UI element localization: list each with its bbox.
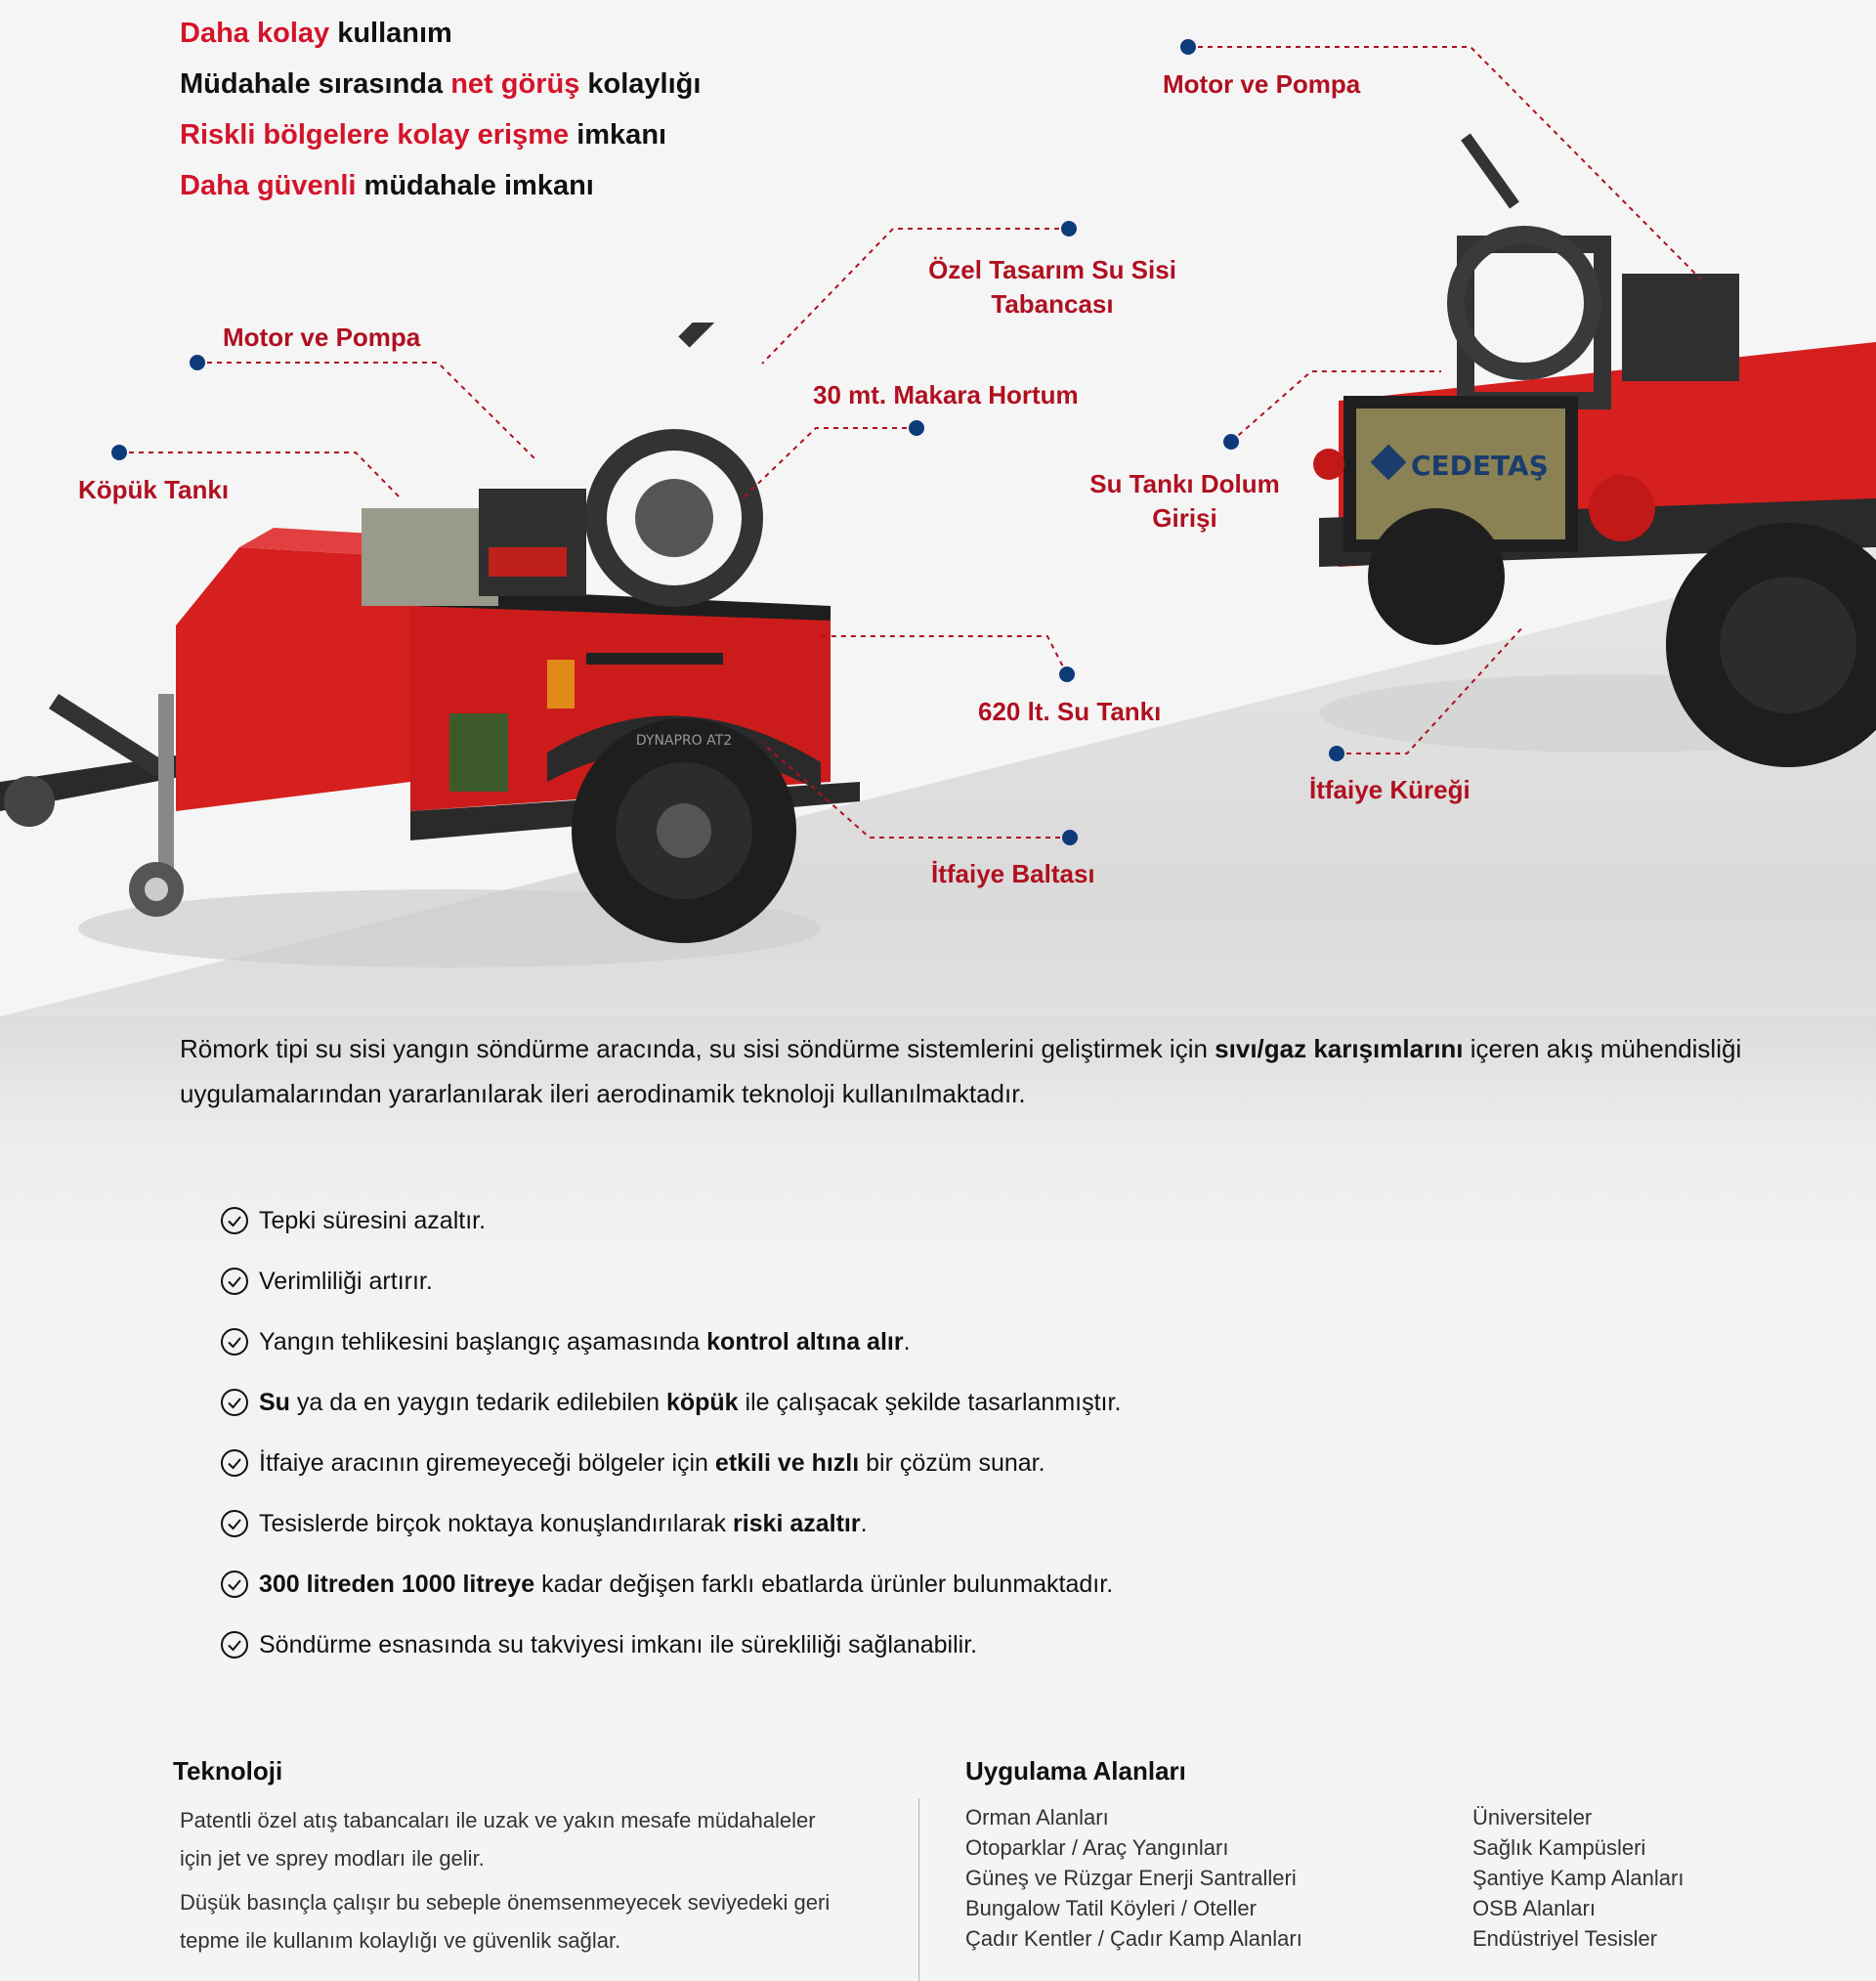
- application-item: Güneş ve Rüzgar Enerji Santralleri: [965, 1866, 1297, 1890]
- tire-sidewall-text: DYNAPRO AT2: [635, 733, 733, 749]
- application-item: Bungalow Tatil Köyleri / Oteller: [965, 1896, 1257, 1920]
- benefit-item: Riskli bölgelere kolay erişme imkanı: [180, 119, 667, 151]
- check-circle-icon: [220, 1206, 249, 1235]
- check-circle-icon: [220, 1267, 249, 1296]
- feature-item: Verimliliği artırır.: [220, 1251, 1121, 1312]
- callout-dot: [909, 420, 924, 436]
- callout-dot: [1062, 830, 1078, 845]
- benefit-item: Daha kolay kullanım: [180, 18, 452, 49]
- callout-dot: [190, 355, 205, 370]
- application-item: Sağlık Kampüsleri: [1472, 1835, 1646, 1860]
- application-item: Otoparklar / Araç Yangınları: [965, 1835, 1229, 1860]
- intro-paragraph: Römork tipi su sisi yangın söndürme aracında, su sisi söndürme sistemlerini geliştirmek için sıvı/gaz karışımlarını içeren akış mühendisliği uygulamalarından yararlanılarak ileri aerodinamik teknoloji kullanılmaktadır.: [180, 1034, 1742, 1108]
- leader-itfaiye-baltasi: [762, 743, 1070, 838]
- callout-kopuk-tanki: Köpük Tankı: [78, 475, 230, 504]
- feature-item: İtfaiye aracının giremeyeceği bölgeler için etkili ve hızlı bir çözüm sunar.: [220, 1433, 1121, 1493]
- callout-su-tanki: 620 lt. Su Tankı: [978, 697, 1162, 726]
- application-item: Şantiye Kamp Alanları: [1472, 1866, 1684, 1890]
- application-item: Üniversiteler: [1472, 1805, 1593, 1830]
- callout-motor-pompa-left: Motor ve Pompa: [223, 323, 421, 352]
- applications-title: Uygulama Alanları: [965, 1756, 1186, 1786]
- callout-dot: [1223, 434, 1239, 450]
- check-circle-icon: [220, 1570, 249, 1599]
- check-circle-icon: [220, 1630, 249, 1659]
- applications-list-1: [965, 1802, 1302, 1954]
- callout-itfaiye-baltasi: İtfaiye Baltası: [931, 859, 1095, 888]
- callout-ozel-tasarim: Özel Tasarım Su Sisi Tabancası: [928, 255, 1176, 319]
- feature-list: [220, 1190, 1121, 1675]
- callout-motor-pompa-right: Motor ve Pompa: [1163, 69, 1361, 99]
- feature-item: Söndürme esnasında su takviyesi imkanı ile sürekliliği sağlanabilir.: [220, 1615, 1121, 1675]
- application-item: OSB Alanları: [1472, 1896, 1596, 1920]
- callout-dot: [1180, 39, 1196, 55]
- callout-dolum: Su Tankı Dolum Girişi: [1089, 469, 1280, 533]
- check-circle-icon: [220, 1448, 249, 1478]
- feature-item: Su ya da en yaygın tedarik edilebilen köpük ile çalışacak şekilde tasarlanmıştır.: [220, 1372, 1121, 1433]
- callout-leader-lines: [0, 0, 1876, 977]
- technology-paragraph-1: Patentli özel atış tabancaları ile uzak ve yakın mesafe müdahaleler için jet ve sprey modları ile gelir.: [180, 1808, 816, 1871]
- feature-item: Tepki süresini azaltır.: [220, 1190, 1121, 1251]
- callout-dot: [1061, 221, 1077, 237]
- callout-dot: [1329, 746, 1344, 761]
- callout-itfaiye-kuregi: İtfaiye Küreği: [1309, 775, 1471, 804]
- technology-paragraph-2: Düşük basınçla çalışır bu sebeple önemsenmeyecek seviyedeki geri tepme ile kullanım kolaylığı ve güvenlik sağlar.: [180, 1890, 831, 1953]
- leader-su-tanki: [819, 636, 1067, 674]
- check-circle-icon: [220, 1388, 249, 1417]
- callout-makara-hortum: 30 mt. Makara Hortum: [813, 380, 1079, 409]
- leader-makara-hortum: [743, 428, 917, 498]
- leader-itfaiye-kuregi: [1337, 625, 1524, 754]
- technology-title: Teknoloji: [173, 1756, 283, 1786]
- svg-text:CEDETAŞ: CEDETAŞ: [1411, 450, 1549, 482]
- callout-dot: [1059, 667, 1075, 682]
- applications-list-2: [1472, 1802, 1684, 1954]
- callout-dot: [111, 445, 127, 460]
- feature-item: Yangın tehlikesini başlangıç aşamasında kontrol altına alır.: [220, 1312, 1121, 1372]
- leader-dolum: [1231, 371, 1441, 442]
- benefit-item: Daha güvenli müdahale imkanı: [180, 170, 594, 201]
- benefit-item: Müdahale sırasında net görüş kolaylığı: [180, 68, 702, 100]
- application-item: Orman Alanları: [965, 1805, 1109, 1830]
- check-circle-icon: [220, 1509, 249, 1538]
- section-divider: [918, 1798, 919, 1981]
- check-circle-icon: [220, 1327, 249, 1357]
- feature-item: 300 litreden 1000 litreye kadar değişen farklı ebatlarda ürünler bulunmaktadır.: [220, 1554, 1121, 1615]
- leader-motor-pompa-left: [197, 363, 535, 459]
- application-item: Çadır Kentler / Çadır Kamp Alanları: [965, 1926, 1302, 1951]
- feature-item: Tesislerde birçok noktaya konuşlandırılarak riski azaltır.: [220, 1493, 1121, 1554]
- application-item: Endüstriyel Tesisler: [1472, 1926, 1658, 1951]
